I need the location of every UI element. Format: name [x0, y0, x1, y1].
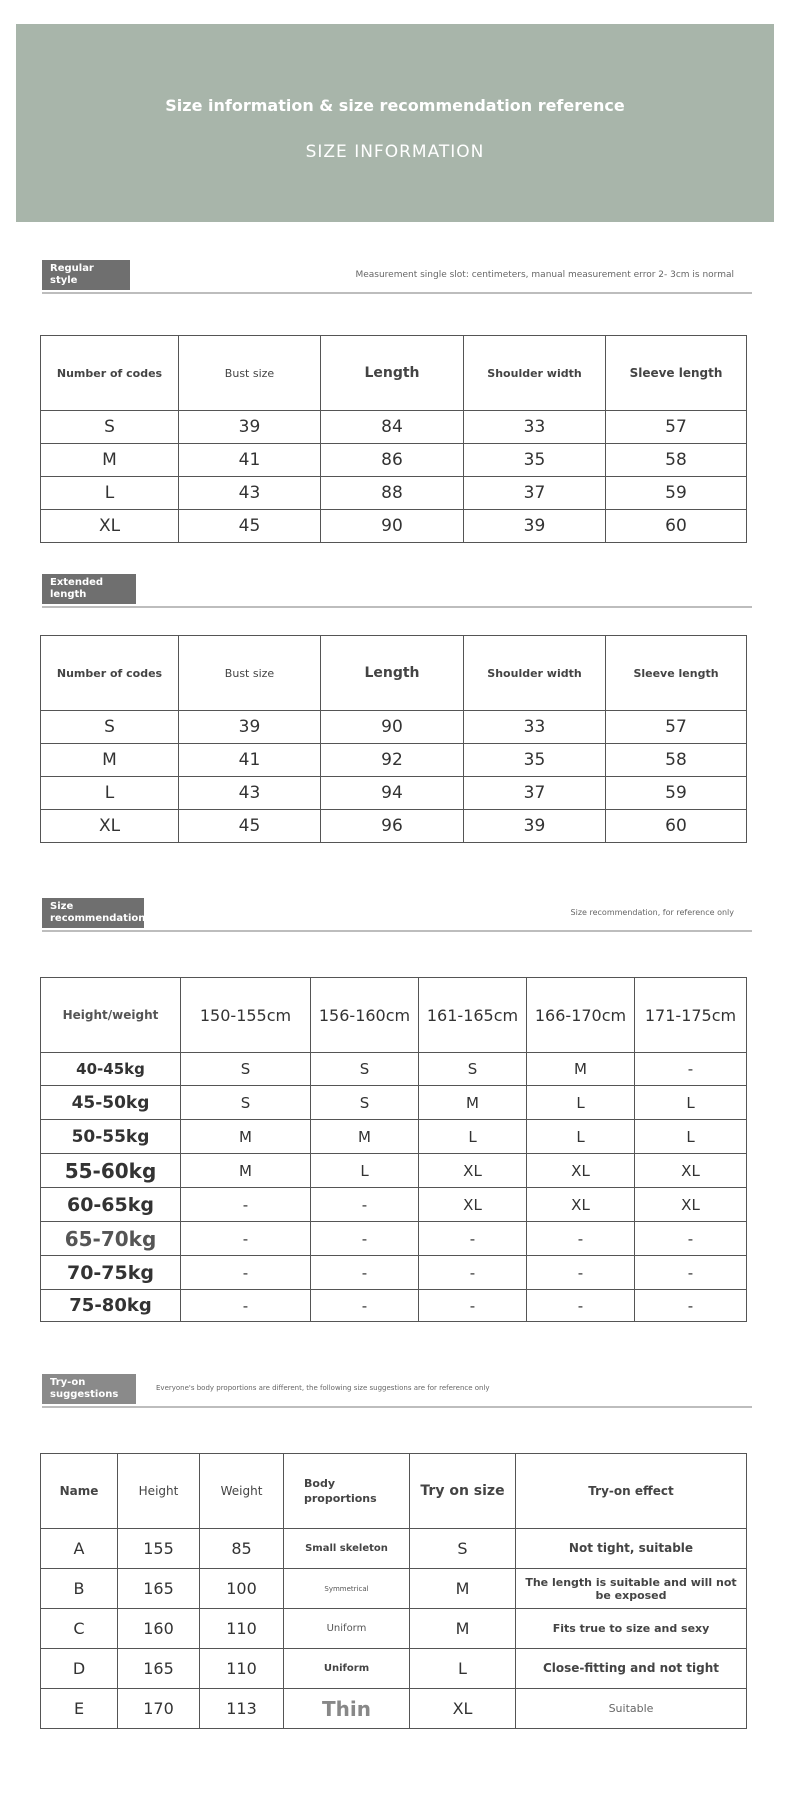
regular-tag: Regular style — [42, 260, 130, 290]
cell: XL — [419, 1188, 527, 1222]
cell: 59 — [606, 477, 747, 510]
table-row — [41, 1188, 747, 1222]
cell: 165 — [118, 1569, 200, 1609]
table-row — [41, 1120, 747, 1154]
header-height-range: 156-160cm — [311, 978, 419, 1053]
weight-cell: 75-80kg — [41, 1290, 181, 1322]
cell: Close-fitting and not tight — [516, 1649, 747, 1689]
header-height-range: 171-175cm — [635, 978, 747, 1053]
cell: L — [635, 1086, 747, 1120]
cell: L — [41, 477, 179, 510]
header-sleeve: Sleeve length — [606, 336, 747, 411]
tryon-note: Everyone's body proportions are different, the following size suggestions are for reference only — [156, 1384, 490, 1392]
cell: Fits true to size and sexy — [516, 1609, 747, 1649]
table-row — [41, 744, 747, 777]
cell: L — [311, 1154, 419, 1188]
table-row — [41, 1154, 747, 1188]
cell: XL — [635, 1154, 747, 1188]
cell: L — [41, 777, 179, 810]
cell: M — [181, 1154, 311, 1188]
header-tryon-size: Try on size — [410, 1454, 516, 1529]
cell: 160 — [118, 1609, 200, 1649]
cell: 41 — [179, 744, 321, 777]
table-row — [41, 777, 747, 810]
weight-cell: 40-45kg — [41, 1053, 181, 1086]
cell: - — [527, 1256, 635, 1290]
table-row — [41, 1689, 747, 1729]
cell: 92 — [321, 744, 464, 777]
cell: Thin — [284, 1689, 410, 1729]
table-row — [41, 510, 747, 543]
cell: S — [41, 411, 179, 444]
cell: 43 — [179, 777, 321, 810]
cell: S — [41, 711, 179, 744]
header-length: Length — [321, 336, 464, 411]
cell: XL — [41, 510, 179, 543]
header-codes: Number of codes — [41, 336, 179, 411]
regular-section-header — [42, 260, 752, 294]
cell: 85 — [200, 1529, 284, 1569]
regular-size-table — [40, 335, 747, 543]
cell: 90 — [321, 711, 464, 744]
cell: - — [311, 1256, 419, 1290]
cell: M — [410, 1609, 516, 1649]
cell: 94 — [321, 777, 464, 810]
cell: Suitable — [516, 1689, 747, 1729]
header-codes: Number of codes — [41, 636, 179, 711]
cell: L — [410, 1649, 516, 1689]
table-row — [41, 1609, 747, 1649]
table-row — [41, 1649, 747, 1689]
header-height-range: 161-165cm — [419, 978, 527, 1053]
cell: - — [419, 1290, 527, 1322]
cell: S — [181, 1053, 311, 1086]
cell: 60 — [606, 510, 747, 543]
hero-subtitle: SIZE INFORMATION — [305, 142, 485, 162]
header-weight: Weight — [200, 1454, 284, 1529]
cell: 39 — [464, 510, 606, 543]
weight-cell: 70-75kg — [41, 1256, 181, 1290]
cell: The length is suitable and will not be exposed — [516, 1569, 747, 1609]
cell: 60 — [606, 810, 747, 843]
cell: - — [181, 1256, 311, 1290]
tryon-section-header — [42, 1374, 752, 1408]
table-row — [41, 711, 747, 744]
cell: 170 — [118, 1689, 200, 1729]
header-height-range: 166-170cm — [527, 978, 635, 1053]
cell: - — [635, 1222, 747, 1256]
table-row — [41, 1256, 747, 1290]
hero-banner — [16, 24, 774, 222]
weight-cell: 50-55kg — [41, 1120, 181, 1154]
cell: L — [635, 1120, 747, 1154]
cell: M — [41, 744, 179, 777]
cell: 39 — [179, 711, 321, 744]
header-body-proportions: Body proportions — [284, 1454, 410, 1529]
header-bust: Bust size — [179, 336, 321, 411]
cell: M — [41, 444, 179, 477]
cell: - — [635, 1290, 747, 1322]
cell: 33 — [464, 411, 606, 444]
cell: XL — [419, 1154, 527, 1188]
cell: 41 — [179, 444, 321, 477]
recommendation-rule — [42, 930, 752, 932]
cell: 37 — [464, 477, 606, 510]
cell: 90 — [321, 510, 464, 543]
weight-cell: 60-65kg — [41, 1188, 181, 1222]
cell: L — [419, 1120, 527, 1154]
cell: M — [527, 1053, 635, 1086]
extended-rule — [42, 606, 752, 608]
cell: 110 — [200, 1649, 284, 1689]
cell: 165 — [118, 1649, 200, 1689]
hero-title: Size information & size recommendation reference — [165, 96, 625, 115]
extended-section-header — [42, 574, 752, 608]
regular-rule — [42, 292, 752, 294]
cell: C — [41, 1609, 118, 1649]
tryon-table — [40, 1453, 747, 1729]
cell: Symmetrical — [284, 1569, 410, 1609]
cell: Uniform — [284, 1609, 410, 1649]
cell: A — [41, 1529, 118, 1569]
table-row — [41, 1529, 747, 1569]
cell: - — [311, 1222, 419, 1256]
recommendation-tag: Size recommendation — [42, 898, 144, 928]
cell: - — [635, 1053, 747, 1086]
regular-note: Measurement single slot: centimeters, manual measurement error 2- 3cm is normal — [355, 270, 734, 280]
header-height: Height — [118, 1454, 200, 1529]
recommendation-section-header — [42, 898, 752, 932]
table-row — [41, 1086, 747, 1120]
cell: - — [311, 1188, 419, 1222]
table-header-row — [41, 978, 747, 1053]
weight-cell: 45-50kg — [41, 1086, 181, 1120]
cell: XL — [527, 1154, 635, 1188]
tryon-rule — [42, 1406, 752, 1408]
cell: D — [41, 1649, 118, 1689]
cell: 43 — [179, 477, 321, 510]
cell: - — [311, 1290, 419, 1322]
cell: 155 — [118, 1529, 200, 1569]
table-row — [41, 1222, 747, 1256]
recommendation-note: Size recommendation, for reference only — [570, 908, 734, 917]
cell: - — [181, 1222, 311, 1256]
cell: B — [41, 1569, 118, 1609]
header-height-weight: Height/weight — [41, 978, 181, 1053]
cell: XL — [410, 1689, 516, 1729]
cell: M — [311, 1120, 419, 1154]
cell: S — [311, 1053, 419, 1086]
cell: - — [181, 1188, 311, 1222]
size-recommendation-table — [40, 977, 747, 1322]
cell: 45 — [179, 510, 321, 543]
cell: Uniform — [284, 1649, 410, 1689]
table-row — [41, 411, 747, 444]
cell: S — [419, 1053, 527, 1086]
tryon-tag: Try-on suggestions — [42, 1374, 136, 1404]
cell: Small skeleton — [284, 1529, 410, 1569]
header-bust: Bust size — [179, 636, 321, 711]
cell: S — [181, 1086, 311, 1120]
cell: E — [41, 1689, 118, 1729]
cell: 45 — [179, 810, 321, 843]
cell: XL — [527, 1188, 635, 1222]
cell: 88 — [321, 477, 464, 510]
extended-tag: Extended length — [42, 574, 136, 604]
cell: 33 — [464, 711, 606, 744]
table-row — [41, 1290, 747, 1322]
weight-cell: 55-60kg — [41, 1154, 181, 1188]
cell: XL — [635, 1188, 747, 1222]
cell: 58 — [606, 744, 747, 777]
cell: - — [419, 1222, 527, 1256]
table-header-row — [41, 1454, 747, 1529]
table-header-row — [41, 336, 747, 411]
weight-cell: 65-70kg — [41, 1222, 181, 1256]
cell: M — [419, 1086, 527, 1120]
cell: 39 — [464, 810, 606, 843]
header-sleeve: Sleeve length — [606, 636, 747, 711]
cell: 58 — [606, 444, 747, 477]
header-height-range: 150-155cm — [181, 978, 311, 1053]
header-length: Length — [321, 636, 464, 711]
table-row — [41, 477, 747, 510]
cell: M — [181, 1120, 311, 1154]
cell: 57 — [606, 411, 747, 444]
table-row — [41, 810, 747, 843]
header-shoulder: Shoulder width — [464, 336, 606, 411]
cell: L — [527, 1086, 635, 1120]
header-name: Name — [41, 1454, 118, 1529]
cell: - — [527, 1290, 635, 1322]
cell: 86 — [321, 444, 464, 477]
cell: 35 — [464, 744, 606, 777]
table-row — [41, 444, 747, 477]
header-tryon-effect: Try-on effect — [516, 1454, 747, 1529]
cell: 84 — [321, 411, 464, 444]
table-row — [41, 1053, 747, 1086]
cell: - — [527, 1222, 635, 1256]
cell: S — [410, 1529, 516, 1569]
table-row — [41, 1569, 747, 1609]
cell: 110 — [200, 1609, 284, 1649]
cell: - — [635, 1256, 747, 1290]
cell: 100 — [200, 1569, 284, 1609]
cell: 35 — [464, 444, 606, 477]
cell: M — [410, 1569, 516, 1609]
cell: - — [419, 1256, 527, 1290]
cell: - — [181, 1290, 311, 1322]
cell: 113 — [200, 1689, 284, 1729]
cell: S — [311, 1086, 419, 1120]
cell: XL — [41, 810, 179, 843]
cell: 96 — [321, 810, 464, 843]
cell: 39 — [179, 411, 321, 444]
extended-size-table — [40, 635, 747, 843]
cell: L — [527, 1120, 635, 1154]
cell: 37 — [464, 777, 606, 810]
table-header-row — [41, 636, 747, 711]
cell: 59 — [606, 777, 747, 810]
cell: Not tight, suitable — [516, 1529, 747, 1569]
cell: 57 — [606, 711, 747, 744]
header-shoulder: Shoulder width — [464, 636, 606, 711]
